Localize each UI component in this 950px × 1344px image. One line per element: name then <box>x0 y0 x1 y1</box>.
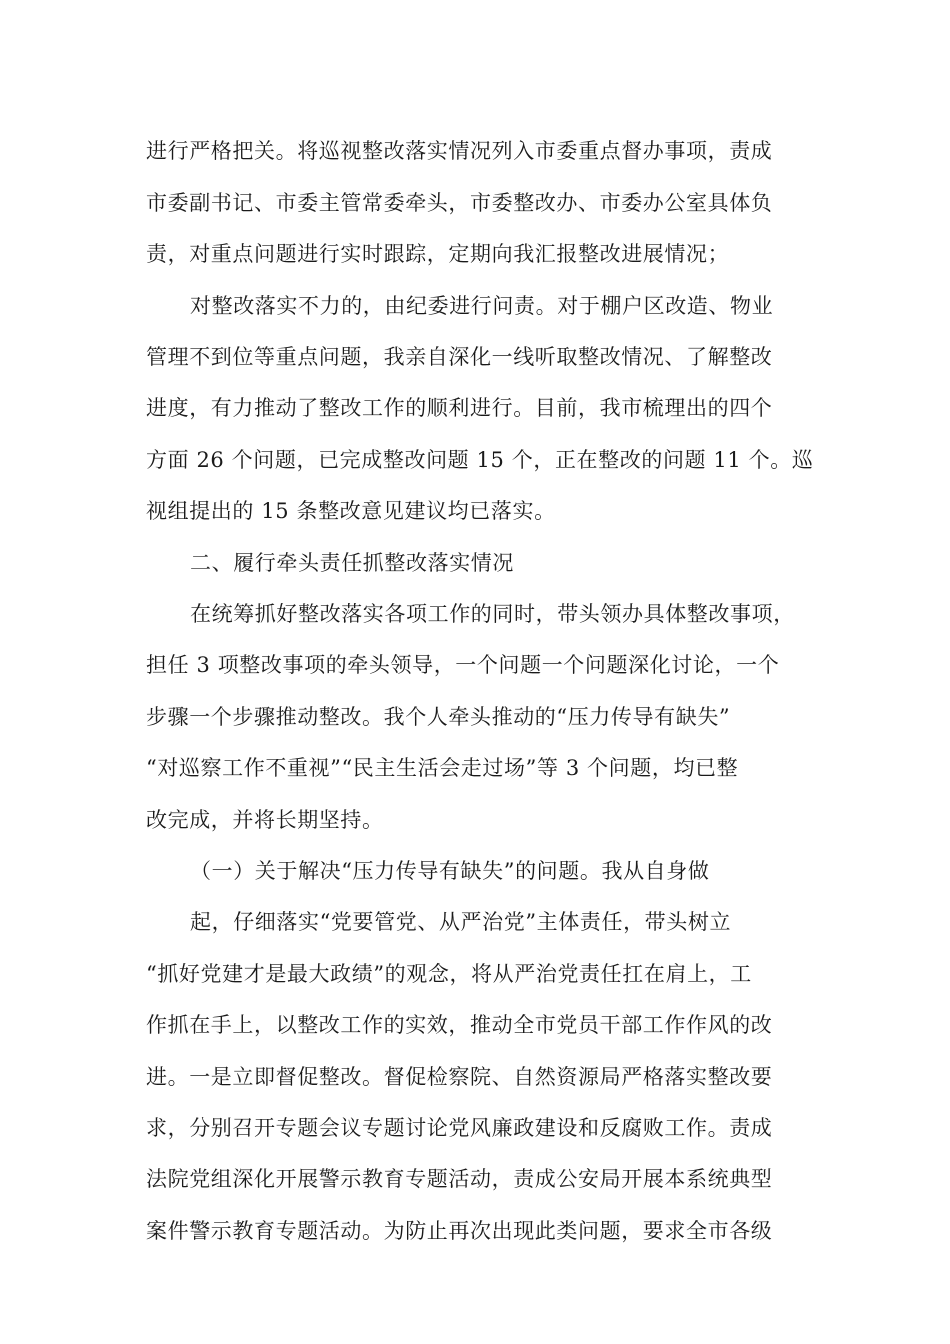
paragraph-start-line: 起，仔细落实“党要管党、从严治党”主体责任，带头树立 <box>190 910 732 934</box>
text-line: 市委副书记、市委主管常委牵头，市委整改办、市委办公室具体负 <box>146 191 773 215</box>
paragraph-start-line: 对整改落实不力的，由纪委进行问责。对于棚户区改造、物业 <box>190 294 774 318</box>
section-heading: 二、履行牵头责任抓整改落实情况 <box>190 551 514 575</box>
text-line: 作抓在手上，以整改工作的实效，推动全市党员干部工作作风的改 <box>146 1013 773 1037</box>
paragraph-start-line: 在统筹抓好整改落实各项工作的同时，带头领办具体整改事项， <box>190 602 795 626</box>
text-line: 进行严格把关。将巡视整改落实情况列入市委重点督办事项，责成 <box>146 139 773 163</box>
text-line: 步骤一个步骤推动整改。我个人牵头推动的“压力传导有缺失” <box>146 705 731 729</box>
text-line: 责，对重点问题进行实时跟踪，定期向我汇报整改进展情况； <box>146 242 730 266</box>
text-line: 管理不到位等重点问题，我亲自深化一线听取整改情况、了解整改 <box>146 345 773 369</box>
text-line: 案件警示教育专题活动。为防止再次出现此类问题，要求全市各级 <box>146 1219 773 1243</box>
text-line: “对巡察工作不重视”“民主生活会走过场”等 3 个问题，均已整 <box>146 756 739 780</box>
text-line: “抓好党建才是最大政绩”的观念，将从严治党责任扛在肩上，工 <box>146 962 752 986</box>
text-line: 改完成，并将长期坚持。 <box>146 808 384 832</box>
subsection-heading: （一）关于解决“压力传导有缺失”的问题。我从自身做 <box>190 859 710 883</box>
text-line: 求，分别召开专题会议专题讨论党风廉政建设和反腐败工作。责成 <box>146 1116 773 1140</box>
text-line: 进。一是立即督促整改。督促检察院、自然资源局严格落实整改要 <box>146 1065 773 1089</box>
text-line: 视组提出的 15 条整改意见建议均已落实。 <box>146 499 556 523</box>
text-line: 方面 26 个问题，已完成整改问题 15 个，正在整改的问题 11 个。巡 <box>146 448 814 472</box>
text-line: 进度，有力推动了整改工作的顺利进行。目前，我市梳理出的四个 <box>146 396 773 420</box>
text-line: 担任 3 项整改事项的牵头领导，一个问题一个问题深化讨论，一个 <box>146 653 780 677</box>
text-line: 法院党组深化开展警示教育专题活动，责成公安局开展本系统典型 <box>146 1167 773 1191</box>
